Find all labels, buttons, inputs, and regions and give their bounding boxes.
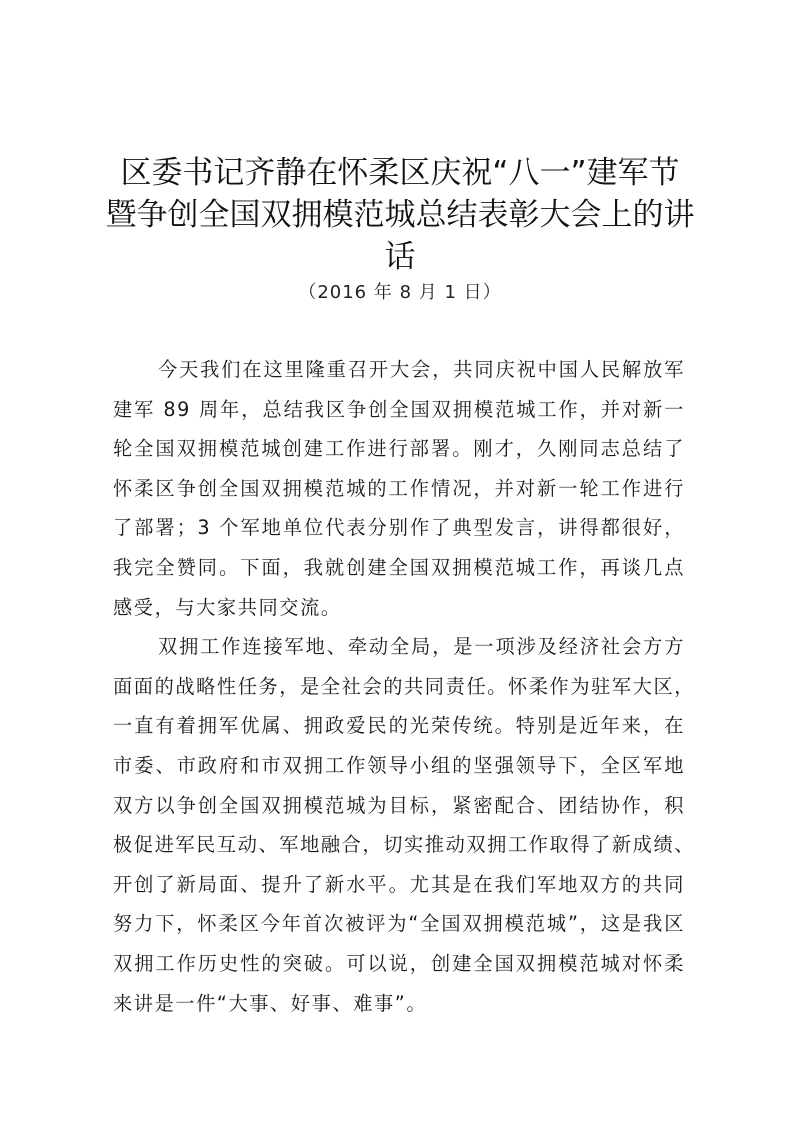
title-line-1: 区委书记齐静在怀柔区庆祝“八一”建军节 (120, 155, 680, 191)
paragraph-2 (113, 627, 696, 1023)
text-line: 建军 89 周年，总结我区争创全国双拥模范城工作，并对新一 (113, 397, 685, 421)
title-line-2: 暨争创全国双拥模范城总结表彰大会上的讲 (105, 197, 695, 233)
title-block (100, 152, 700, 306)
text-line: 面面的战略性任务，是全社会的共同责任。怀柔作为驻军大区， (113, 674, 696, 698)
text-line: 双拥工作连接军地、牵动全局，是一项涉及经济社会方方 (158, 635, 685, 659)
text-line: 怀柔区争创全国双拥模范城的工作情况，并对新一轮工作进行 (113, 476, 685, 500)
text-line: 双方以争创全国双拥模范城为目标，紧密配合、团结协作，积 (113, 793, 685, 817)
text-line: 一直有着拥军优属、拥政爱民的光荣传统。特别是近年来，在 (113, 714, 685, 738)
text-line: 我完全赞同。下面，我就创建全国双拥模范城工作，再谈几点 (113, 555, 685, 579)
text-line: 了部署；3 个军地单位代表分别作了典型发言，讲得都很好， (113, 516, 685, 540)
text-line: 市委、市政府和市双拥工作领导小组的坚强领导下，全区军地 (113, 753, 685, 777)
text-line: 极促进军民互动、军地融合，切实推动双拥工作取得了新成绩、 (113, 833, 696, 857)
text-line: 双拥工作历史性的突破。可以说，创建全国双拥模范城对怀柔 (113, 951, 685, 975)
text-line: 感受，与大家共同交流。 (113, 595, 342, 619)
text-line: 今天我们在这里隆重召开大会，共同庆祝中国人民解放军 (158, 358, 685, 381)
text-line: 开创了新局面、提升了新水平。尤其是在我们军地双方的共同 (113, 872, 685, 896)
speech-body (113, 350, 696, 1023)
speech-date: （2016 年 8 月 1 日） (298, 282, 502, 303)
paragraph-1 (113, 350, 685, 627)
text-line: 来讲是一件“大事、好事、难事”。 (113, 991, 428, 1015)
title-line-3: 话 (384, 239, 416, 275)
text-line: 努力下，怀柔区今年首次被评为“全国双拥模范城”，这是我区 (113, 912, 685, 936)
text-line: 轮全国双拥模范城创建工作进行部署。刚才，久刚同志总结了 (113, 437, 685, 461)
